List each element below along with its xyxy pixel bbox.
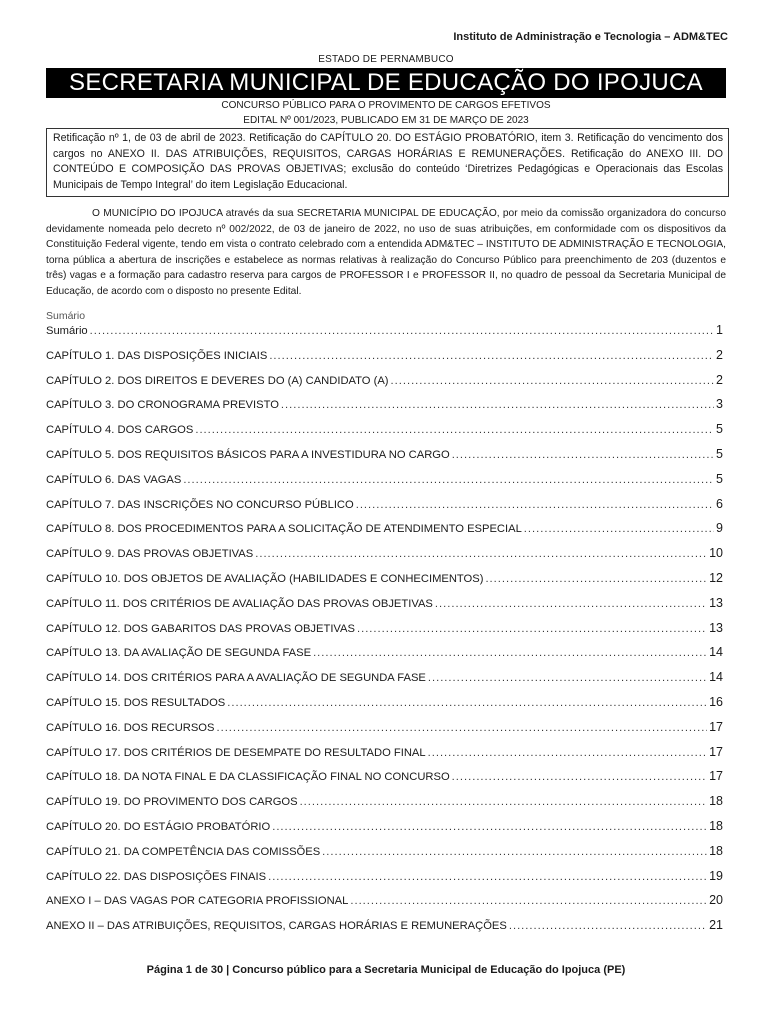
toc-entry[interactable]: [46, 596, 723, 621]
toc-entry-page[interactable]: 5: [716, 446, 723, 461]
toc-entry[interactable]: [46, 546, 723, 571]
toc-entry[interactable]: [46, 720, 723, 745]
toc-entry[interactable]: [46, 497, 723, 522]
toc-entry-label[interactable]: CAPÍTULO 21. DA COMPETÊNCIA DAS COMISSÕES: [46, 845, 321, 858]
toc-entry[interactable]: [46, 472, 723, 497]
toc-entry[interactable]: [46, 819, 723, 844]
toc-entry-label[interactable]: CAPÍTULO 17. DOS CRITÉRIOS DE DESEMPATE DO RESULTADO FINAL: [46, 746, 426, 759]
toc-entry-label[interactable]: CAPÍTULO 15. DOS RESULTADOS: [46, 696, 226, 709]
toc-entry[interactable]: [46, 348, 723, 373]
toc-entry-page[interactable]: 2: [716, 372, 723, 387]
toc-entry-page[interactable]: 18: [709, 818, 723, 833]
toc-entry[interactable]: [46, 769, 723, 794]
toc-entry[interactable]: [46, 695, 723, 720]
toc-dot-leader: [452, 449, 714, 461]
toc-entry-label[interactable]: CAPÍTULO 7. DAS INSCRIÇÕES NO CONCURSO PÚBLICO: [46, 498, 354, 511]
toc-dot-leader: [281, 399, 714, 411]
toc-entry-label[interactable]: CAPÍTULO 10. DOS OBJETOS DE AVALIAÇÃO (HABILIDADES E CONHECIMENTOS): [46, 572, 484, 585]
toc-entry-label[interactable]: CAPÍTULO 2. DOS DIREITOS E DEVERES DO (A) CANDIDATO (A): [46, 374, 389, 387]
toc-dot-leader: [227, 697, 707, 709]
toc-dot-leader: [524, 523, 714, 535]
toc-entry-label[interactable]: CAPÍTULO 19. DO PROVIMENTO DOS CARGOS: [46, 796, 298, 809]
state-heading: ESTADO DE PERNAMBUCO: [318, 54, 454, 65]
toc-entry-page[interactable]: 19: [709, 868, 723, 883]
toc-entry-label[interactable]: ANEXO I – DAS VAGAS POR CATEGORIA PROFISSIONAL: [46, 895, 349, 908]
toc-dot-leader: [509, 920, 707, 932]
toc-entry[interactable]: [46, 645, 723, 670]
document-subtitle-concurso: CONCURSO PÚBLICO PARA O PROVIMENTO DE CARGOS EFETIVOS: [221, 100, 551, 111]
toc-entry-label[interactable]: CAPÍTULO 8. DOS PROCEDIMENTOS PARA A SOLICITAÇÃO DE ATENDIMENTO ESPECIAL: [46, 523, 522, 536]
toc-entry-label[interactable]: ANEXO II – DAS ATRIBUIÇÕES, REQUISITOS, CARGAS HORÁRIAS E REMUNERAÇÕES: [46, 920, 507, 933]
toc-entry[interactable]: [46, 397, 723, 422]
toc-dot-leader: [435, 598, 707, 610]
table-of-contents: [46, 323, 723, 943]
toc-label: Sumário: [46, 310, 86, 322]
toc-dot-leader: [485, 573, 707, 585]
toc-entry-page[interactable]: 1: [716, 323, 723, 337]
toc-entry-label[interactable]: CAPÍTULO 16. DOS RECURSOS: [46, 721, 215, 734]
toc-dot-leader: [272, 821, 707, 833]
toc-entry[interactable]: [46, 670, 723, 695]
toc-entry-page[interactable]: 3: [716, 397, 723, 412]
toc-entry[interactable]: [46, 869, 723, 894]
toc-dot-leader: [350, 895, 707, 907]
toc-dot-leader: [322, 846, 707, 858]
toc-entry-page[interactable]: 5: [716, 422, 723, 437]
toc-entry-label[interactable]: Sumário: [46, 325, 88, 337]
toc-entry-page[interactable]: 14: [709, 670, 723, 685]
toc-dot-leader: [356, 499, 714, 511]
toc-entry[interactable]: [46, 447, 723, 472]
toc-entry[interactable]: [46, 621, 723, 646]
toc-dot-leader: [452, 771, 707, 783]
toc-entry-page[interactable]: 6: [716, 496, 723, 511]
intro-text: O MUNICÍPIO DO IPOJUCA através da sua SECRETARIA MUNICIPAL DE EDUCAÇÃO, por meio da comissão organizadora do concurso devidamente nomeada pelo decreto nº 002/2022, de 03 de janeiro de 2022, no uso de suas atribuições, em conformidade com os dispositivos da Constituição Federal vigente, tendo em vista o contrato celebrado com a entendida ADM&TEC – INSTITUTO DE ADMINISTRAÇÃO E TECNOLOGIA, torna pública a abertura de inscrições e estabelece as normas relativas à realização do Concurso Público para preenchimento de 203 (duzentos e três) vagas e a formação para cadastro reserva para cargos de PROFESSOR I e PROFESSOR II, no quadro de pessoal da Secretaria Municipal de Educação, de acordo com o disposto no presente Edital.: [46, 208, 726, 297]
toc-entry[interactable]: [46, 893, 723, 918]
toc-entry-page[interactable]: 14: [709, 645, 723, 660]
toc-entry-page[interactable]: 20: [709, 893, 723, 908]
toc-dot-leader: [357, 623, 707, 635]
toc-entry-label[interactable]: CAPÍTULO 3. DO CRONOGRAMA PREVISTO: [46, 399, 279, 412]
toc-entry-label[interactable]: CAPÍTULO 13. DA AVALIAÇÃO DE SEGUNDA FASE: [46, 647, 312, 660]
document-title: SECRETARIA MUNICIPAL DE EDUCAÇÃO DO IPOJUCA: [46, 68, 726, 98]
rectification-notice: Retificação nº 1, de 03 de abril de 2023. Retificação do CAPÍTULO 20. DO ESTÁGIO PROBATÓRIO, item 3. Retificação do vencimento dos cargos no ANEXO II. DAS ATRIBUIÇÕES, REQUISITOS, CARGAS HORÁRIAS E REMUNERAÇÕES. Retificação do ANEXO III. DO CONTEÚDO E COMPOSIÇÃO DAS PROVAS OBJETIVAS; exclusão do conteúdo ‘Diretrizes Pedagógicas e Operacionais das Escolas Municipais de Tempo Integral’ do item Legislação Educacional.: [46, 128, 729, 197]
toc-entry[interactable]: [46, 323, 723, 348]
toc-entry-page[interactable]: 17: [709, 744, 723, 759]
toc-entry-label[interactable]: CAPÍTULO 6. DAS VAGAS: [46, 473, 182, 486]
toc-entry-label[interactable]: CAPÍTULO 1. DAS DISPOSIÇÕES INICIAIS: [46, 349, 268, 362]
toc-entry[interactable]: [46, 373, 723, 398]
toc-entry-page[interactable]: 9: [716, 521, 723, 536]
toc-dot-leader: [90, 325, 714, 337]
toc-dot-leader: [300, 796, 708, 808]
toc-dot-leader: [216, 722, 707, 734]
toc-entry[interactable]: [46, 844, 723, 869]
toc-entry[interactable]: [46, 422, 723, 447]
toc-dot-leader: [428, 672, 707, 684]
toc-entry-page[interactable]: 21: [709, 918, 723, 933]
toc-entry-page[interactable]: 17: [709, 719, 723, 734]
toc-entry-page[interactable]: 13: [709, 595, 723, 610]
toc-entry[interactable]: [46, 918, 723, 943]
page-header-institute: Instituto de Administração e Tecnologia – ADM&TEC: [453, 31, 728, 43]
toc-dot-leader: [269, 350, 714, 362]
toc-entry-label[interactable]: CAPÍTULO 11. DOS CRITÉRIOS DE AVALIAÇÃO DAS PROVAS OBJETIVAS: [46, 597, 433, 610]
toc-entry-page[interactable]: 12: [709, 570, 723, 585]
toc-entry[interactable]: [46, 794, 723, 819]
toc-entry-page[interactable]: 18: [709, 794, 723, 809]
toc-entry-page[interactable]: 18: [709, 843, 723, 858]
toc-entry-page[interactable]: 17: [709, 769, 723, 784]
toc-dot-leader: [183, 474, 714, 486]
toc-entry-label[interactable]: CAPÍTULO 12. DOS GABARITOS DAS PROVAS OBJETIVAS: [46, 622, 355, 635]
intro-paragraph: [46, 206, 726, 299]
toc-entry-label[interactable]: CAPÍTULO 14. DOS CRITÉRIOS PARA A AVALIAÇÃO DE SEGUNDA FASE: [46, 672, 426, 685]
toc-entry-label[interactable]: CAPÍTULO 20. DO ESTÁGIO PROBATÓRIO: [46, 820, 271, 833]
toc-entry-label[interactable]: CAPÍTULO 18. DA NOTA FINAL E DA CLASSIFICAÇÃO FINAL NO CONCURSO: [46, 771, 450, 784]
toc-entry[interactable]: [46, 521, 723, 546]
toc-entry-page[interactable]: 5: [716, 471, 723, 486]
toc-entry-label[interactable]: CAPÍTULO 4. DOS CARGOS: [46, 424, 194, 437]
toc-entry-page[interactable]: 16: [709, 694, 723, 709]
toc-entry-page[interactable]: 10: [709, 546, 723, 561]
toc-dot-leader: [268, 871, 707, 883]
toc-dot-leader: [391, 375, 715, 387]
toc-entry-label[interactable]: CAPÍTULO 22. DAS DISPOSIÇÕES FINAIS: [46, 870, 267, 883]
toc-entry-label[interactable]: CAPÍTULO 9. DAS PROVAS OBJETIVAS: [46, 548, 254, 561]
toc-entry-label[interactable]: CAPÍTULO 5. DOS REQUISITOS BÁSICOS PARA A INVESTIDURA NO CARGO: [46, 448, 450, 461]
page-footer: Página 1 de 30 | Concurso público para a Secretaria Municipal de Educação do Ipojuca (PE): [146, 964, 626, 976]
toc-dot-leader: [313, 647, 707, 659]
toc-entry[interactable]: [46, 745, 723, 770]
toc-entry-page[interactable]: 13: [709, 620, 723, 635]
document-subtitle-edital: EDITAL Nº 001/2023, PUBLICADO EM 31 DE MARÇO DE 2023: [243, 115, 529, 126]
toc-dot-leader: [428, 747, 707, 759]
toc-entry-page[interactable]: 2: [716, 347, 723, 362]
toc-entry[interactable]: [46, 571, 723, 596]
toc-dot-leader: [195, 424, 714, 436]
toc-dot-leader: [255, 548, 707, 560]
